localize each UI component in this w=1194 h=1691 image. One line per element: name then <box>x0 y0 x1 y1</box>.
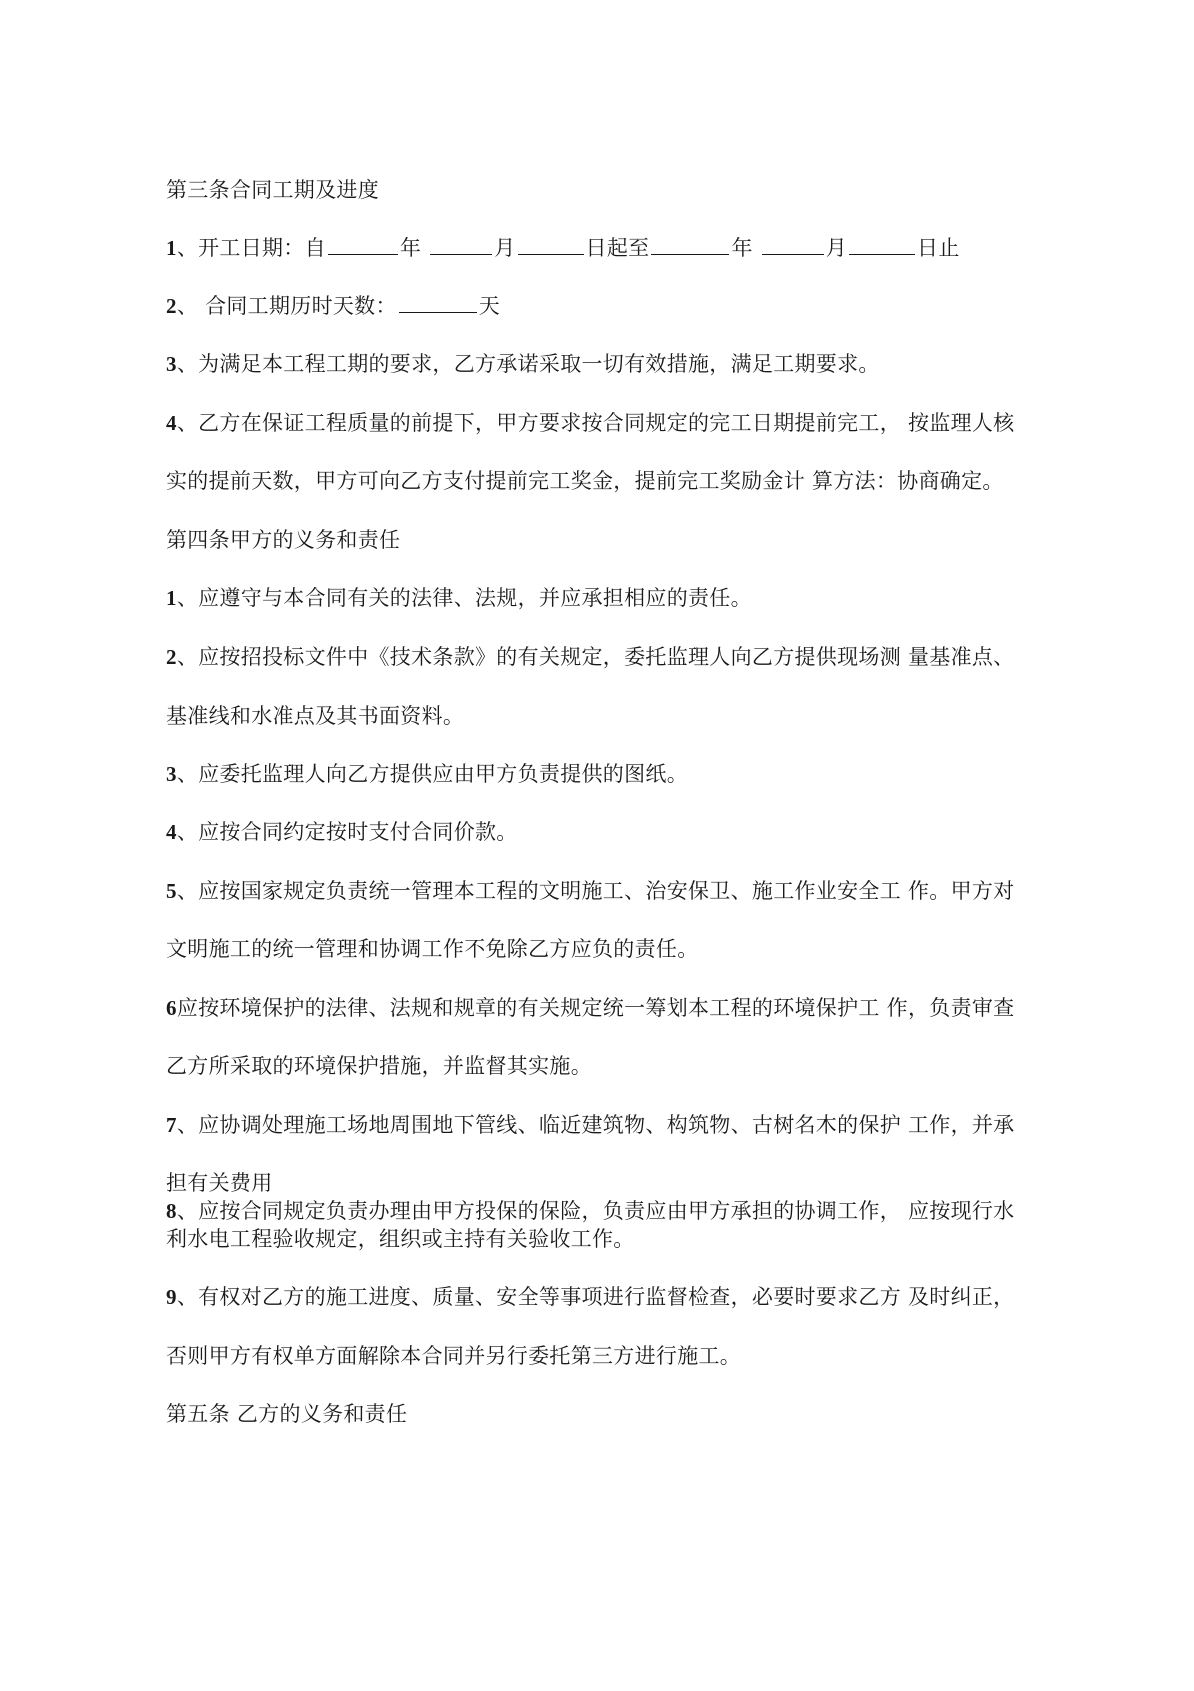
blank-field-end-month <box>762 234 824 255</box>
item-number: 8 <box>166 1199 177 1223</box>
item-number: 9 <box>166 1285 177 1309</box>
article4-item6-line1: 6应按环境保护的法律、法规和规章的有关规定统一筹划本工程的环境保护工 作，负责审查 <box>166 996 1015 1020</box>
item-number: 7 <box>166 1113 177 1137</box>
blank-field-end-day <box>849 234 915 255</box>
item-number: 5 <box>166 879 177 903</box>
blank-field-start-month <box>430 234 492 255</box>
article4-item5-line1: 5、应按国家规定负责统一管理本工程的文明施工、治安保卫、施工作业安全工 作。甲方对 <box>166 879 1015 903</box>
item-number: 6 <box>166 996 177 1020</box>
blank-field-start-day <box>518 234 584 255</box>
article4-item2-line1: 2、应按招投标文件中《技术条款》的有关规定，委托监理人向乙方提供现场测 量基准点、 <box>166 645 1015 669</box>
article4-item9-line1: 9、有权对乙方的施工进度、质量、安全等事项进行监督检查，必要时要求乙方 及时纠正， <box>166 1285 1015 1309</box>
article4-item8-line1: 8、应按合同规定负责办理由甲方投保的保险，负责应由甲方承担的协调工作， 应按现行水 <box>166 1199 1015 1223</box>
article4-heading: 第四条甲方的义务和责任 <box>166 528 401 552</box>
blank-field-start-year <box>328 234 398 255</box>
article5-heading: 第五条 乙方的义务和责任 <box>166 1402 408 1426</box>
article3-item4-line1: 4、乙方在保证工程质量的前提下，甲方要求按合同规定的完工日期提前完工， 按监理人核 <box>166 411 1015 435</box>
article4-item7-line2: 担有关费用 <box>166 1171 273 1195</box>
item-number: 2 <box>166 645 177 669</box>
article3-heading: 第三条合同工期及进度 <box>166 178 379 202</box>
article4-item9-line2: 否则甲方有权单方面解除本合同并另行委托第三方进行施工。 <box>166 1344 742 1368</box>
article3-item3: 3、为满足本工程工期的要求，乙方承诺采取一切有效措施，满足工期要求。 <box>166 352 880 376</box>
blank-field-end-year <box>651 234 729 255</box>
article3-item4-line2: 实的提前天数，甲方可向乙方支付提前完工奖金，提前完工奖励金计 算方法：协商确定。 <box>166 469 1004 493</box>
item-number: 2 <box>166 294 177 318</box>
article4-item4: 4、应按合同约定按时支付合同价款。 <box>166 820 518 844</box>
article4-item8-line2: 利水电工程验收规定，组织或主持有关验收工作。 <box>166 1227 635 1251</box>
article4-item3: 3、应委托监理人向乙方提供应由甲方负责提供的图纸。 <box>166 762 689 786</box>
item-number: 1 <box>166 236 177 260</box>
article4-item7-line1: 7、应协调处理施工场地周围地下管线、临近建筑物、构筑物、古树名木的保护 工作，并承 <box>166 1113 1015 1137</box>
blank-field-duration-days <box>399 292 477 313</box>
article4-item2-line2: 基准线和水准点及其书面资料。 <box>166 704 465 728</box>
article3-item2: 2、 合同工期历时天数： 天 <box>166 294 501 318</box>
article4-item6-line2: 乙方所采取的环境保护措施，并监督其实施。 <box>166 1054 592 1078</box>
article4-item1: 1、应遵守与本合同有关的法律、法规，并应承担相应的责任。 <box>166 586 752 610</box>
article4-item5-line2: 文明施工的统一管理和协调工作不免除乙方应负的责任。 <box>166 937 699 961</box>
item-number: 3 <box>166 352 177 376</box>
item-number: 4 <box>166 411 177 435</box>
item-number: 1 <box>166 586 177 610</box>
item-number: 4 <box>166 820 177 844</box>
article3-item1: 1、开工日期：自 年 月 日起至 年 月 日止 <box>166 236 960 260</box>
item-number: 3 <box>166 762 177 786</box>
